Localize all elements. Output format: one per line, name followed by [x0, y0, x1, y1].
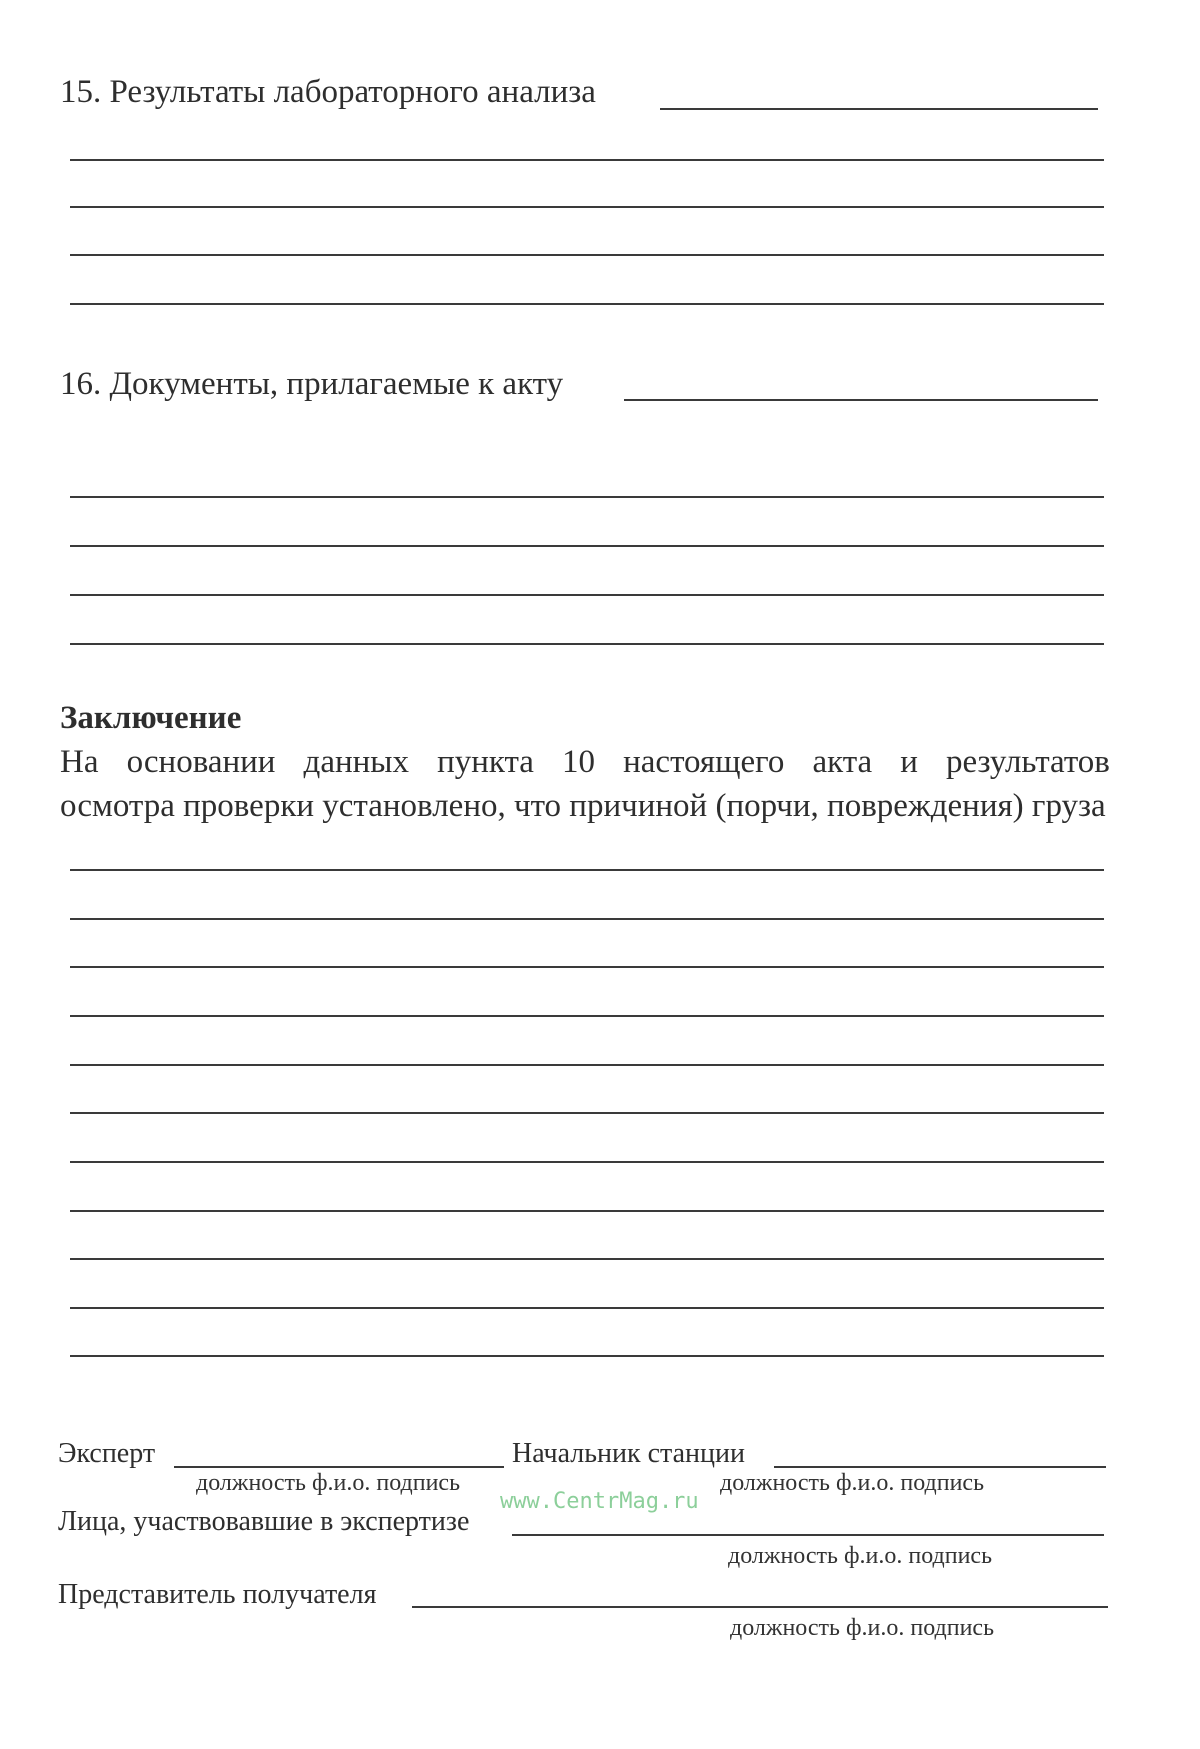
- watermark: www.CentrMag.ru: [500, 1489, 699, 1514]
- conclusion-blank-line: [70, 1307, 1104, 1309]
- conclusion-blank-line: [70, 1258, 1104, 1260]
- conclusion-line-1: [60, 740, 1110, 784]
- section-15-blank-line: [70, 206, 1104, 208]
- section-15-label: 15. Результаты лабораторного анализа: [60, 74, 596, 110]
- recipient-label: Представитель получателя: [58, 1579, 377, 1610]
- conclusion-paragraph: [60, 740, 1110, 828]
- section-15-answer-line: [660, 108, 1098, 110]
- section-15-blank-line: [70, 159, 1104, 161]
- conclusion-word: и: [900, 744, 918, 780]
- conclusion-word: настоящего: [623, 744, 785, 780]
- section-16-blank-line: [70, 545, 1104, 547]
- expert-signature-caption: должность ф.и.о. подпись: [196, 1470, 461, 1496]
- conclusion-heading: Заключение: [60, 700, 242, 736]
- conclusion-word: данных: [303, 744, 409, 780]
- conclusion-word: На: [60, 744, 99, 780]
- section-15-blank-line: [70, 254, 1104, 256]
- conclusion-blank-line: [70, 869, 1104, 871]
- recipient-signature-line: [412, 1606, 1108, 1608]
- station-chief-label: Начальник станции: [512, 1438, 745, 1469]
- conclusion-blank-line: [70, 1112, 1104, 1114]
- conclusion-blank-line: [70, 918, 1104, 920]
- section-15-blank-line: [70, 303, 1104, 305]
- section-16-answer-line: [624, 399, 1098, 401]
- conclusion-blank-line: [70, 1015, 1104, 1017]
- recipient-signature-caption: должность ф.и.о. подпись: [730, 1615, 995, 1641]
- section-16-blank-line: [70, 594, 1104, 596]
- conclusion-blank-line: [70, 1161, 1104, 1163]
- expert-label: Эксперт: [58, 1438, 156, 1469]
- conclusion-word: акта: [812, 744, 873, 780]
- conclusion-word: основании: [126, 744, 276, 780]
- section-16-blank-line: [70, 496, 1104, 498]
- conclusion-blank-line: [70, 1210, 1104, 1212]
- participants-signature-caption: должность ф.и.о. подпись: [728, 1543, 993, 1569]
- participants-signature-line: [512, 1534, 1104, 1536]
- conclusion-word: результатов: [946, 744, 1110, 780]
- participants-label: Лица, участвовавшие в экспертизе: [58, 1506, 470, 1537]
- conclusion-blank-line: [70, 1355, 1104, 1357]
- conclusion-blank-line: [70, 1064, 1104, 1066]
- conclusion-line-2: осмотра проверки установлено, что причиной (порчи, повреждения) груза: [60, 788, 1106, 824]
- conclusion-blank-line: [70, 966, 1104, 968]
- station-chief-signature-caption: должность ф.и.о. подпись: [720, 1470, 985, 1496]
- conclusion-word: 10: [562, 744, 596, 780]
- conclusion-word: пункта: [437, 744, 534, 780]
- section-16-label: 16. Документы, прилагаемые к акту: [60, 366, 564, 402]
- section-16-blank-line: [70, 643, 1104, 645]
